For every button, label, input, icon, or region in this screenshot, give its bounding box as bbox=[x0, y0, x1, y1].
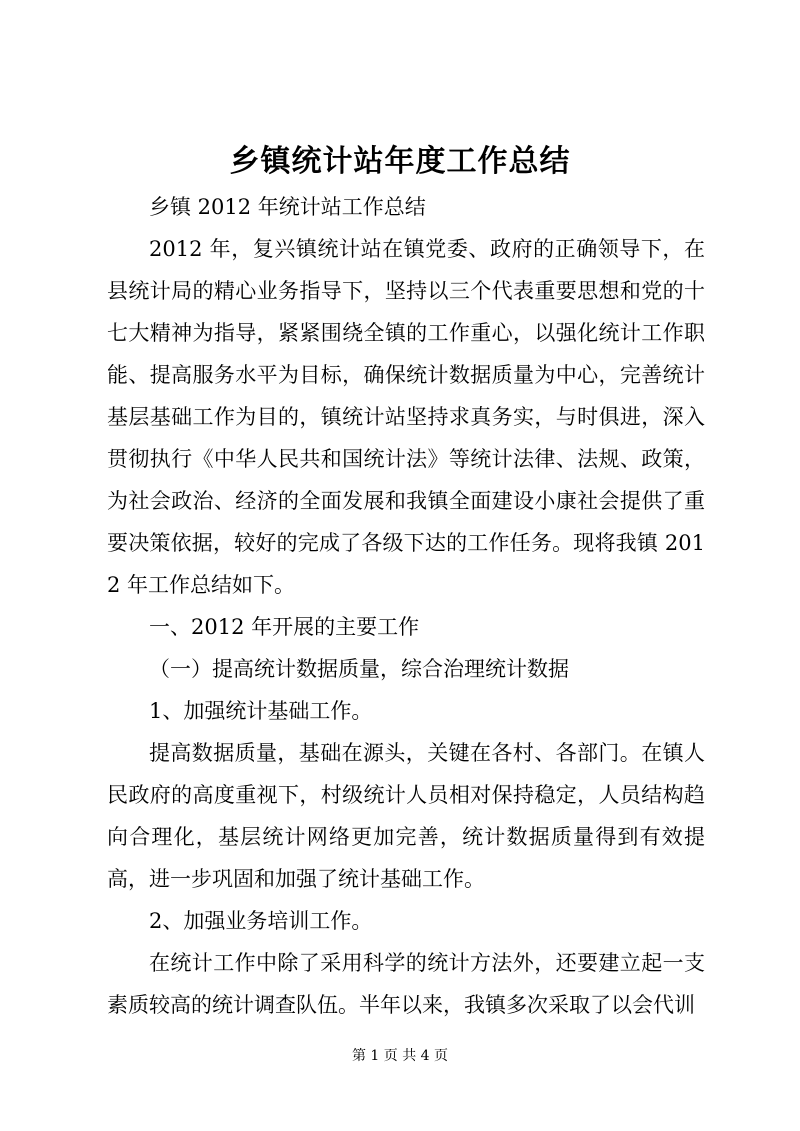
section-heading: 一、2012 年开展的主要工作 bbox=[149, 615, 420, 639]
document-body bbox=[107, 186, 705, 1026]
subtitle-paragraph: 乡镇 2012 年统计站工作总结 bbox=[149, 195, 426, 219]
item-paragraph-2: 在统计工作中除了采用科学的统计方法外，还要建立起一支素质较高的统计调查队伍。半年以来，我镇多次采取了以会代训 bbox=[107, 951, 705, 1017]
item-heading-1: 1、加强统计基础工作。 bbox=[149, 699, 373, 723]
document-title: 乡镇统计站年度工作总结 bbox=[229, 144, 571, 179]
page-footer: 第 1 页 共 4 页 bbox=[351, 1048, 449, 1064]
item-heading-2: 2、加强业务培训工作。 bbox=[149, 909, 373, 933]
intro-paragraph: 2012 年，复兴镇统计站在镇党委、政府的正确领导下，在县统计局的精心业务指导下，坚持以三个代表重要思想和党的十七大精神为指导，紧紧围绕全镇的工作重心，以强化统计工作职能、提高服务水平为目标，确保统计数据质量为中心，完善统计基层基础工作为目的，镇统计站坚持求真务实，与时俱进，深入贯彻执行《中华人民共和国统计法》等统计法律、法规、政策，为社会政治、经济的全面发展和我镇全面建设小康社会提供了重要决策依据，较好的完成了各级下达的工作任务。现将我镇 2012 年工作总结如下。 bbox=[107, 237, 705, 597]
item-paragraph-1: 提高数据质量，基础在源头，关键在各村、各部门。在镇人民政府的高度重视下，村级统计人员相对保持稳定，人员结构趋向合理化，基层统计网络更加完善，统计数据质量得到有效提高，进一步巩固和加强了统计基础工作。 bbox=[107, 741, 705, 891]
subsection-heading: （一）提高统计数据质量，综合治理统计数据 bbox=[149, 657, 569, 681]
